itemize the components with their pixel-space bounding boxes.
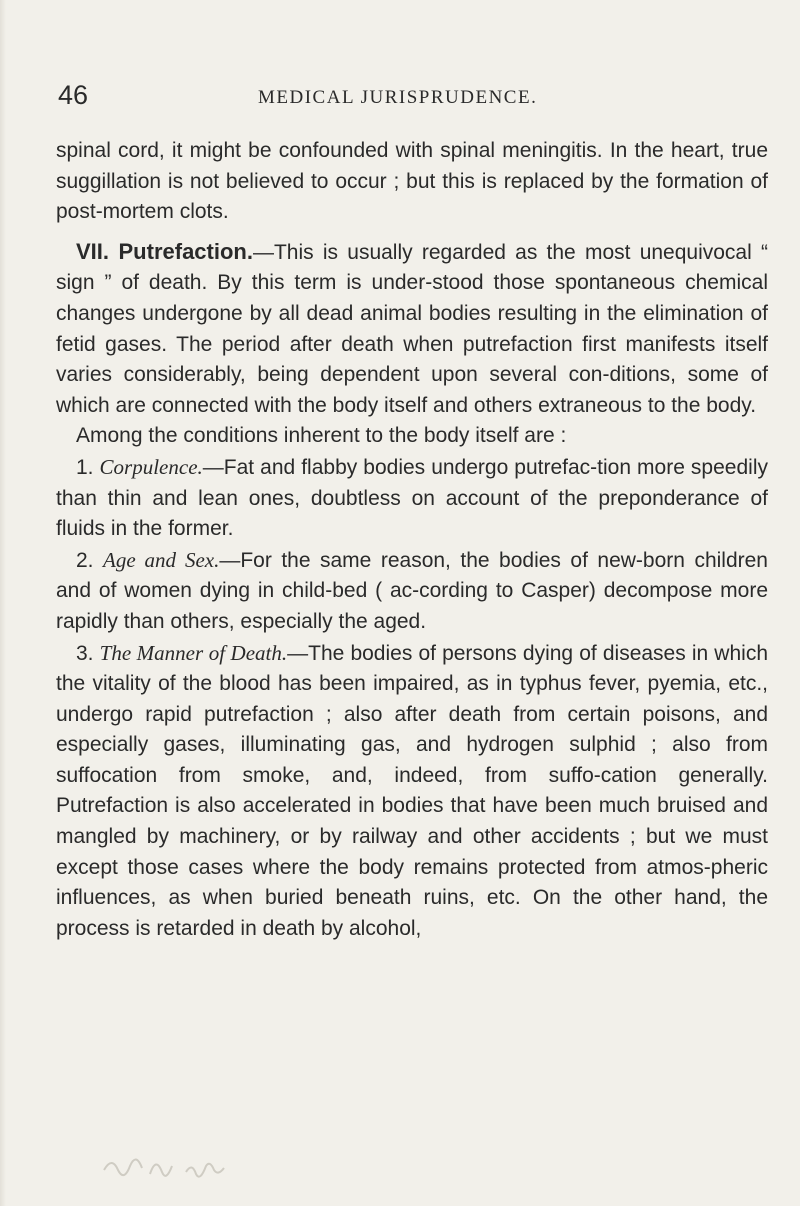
list-item-text: —For the same reason, the bodies of new-born children and of women dying in child-bed ( ac-cording to Casper) decompose more rapidly than others, especially the aged. bbox=[56, 548, 768, 633]
page-edge-shadow bbox=[0, 0, 6, 1206]
section-paragraph bbox=[56, 237, 768, 422]
list-item-number: 1. bbox=[76, 455, 100, 479]
paragraph: Among the conditions inherent to the body itself are : bbox=[76, 424, 567, 448]
list-item-number: 3. bbox=[76, 641, 100, 665]
list-item-title: Corpulence. bbox=[99, 454, 203, 479]
list-item-title: The Manner of Death. bbox=[99, 640, 288, 665]
list-item bbox=[56, 638, 768, 945]
section-text: —This is usually regarded as the most unequivocal “ sign ” of death. By this term is under-stood those spontaneous chemical changes undergone by all dead animal bodies resulting in the elimination of fetid gases. The period after death when putrefaction first manifests itself varies considerably, being dependent upon several con-ditions, some of which are connected with the body itself and others extraneous to the body. bbox=[56, 240, 768, 417]
paragraph: spinal cord, it might be confounded with spinal meningitis. In the heart, true suggillation is not believed to occur ; but this is replaced by the formation of post-mortem clots. bbox=[56, 139, 768, 224]
page-header bbox=[58, 80, 758, 114]
list-item-title: Age and Sex. bbox=[103, 547, 220, 572]
list-item-text: —Fat and flabby bodies undergo putrefac-tion more speedily than thin and lean ones, doubtless on account of the preponderance of fluids in the former. bbox=[56, 455, 768, 541]
list-item bbox=[56, 452, 768, 545]
body-text bbox=[56, 136, 768, 944]
running-head: MEDICAL JURISPRUDENCE. bbox=[258, 87, 538, 108]
list-item-text: —The bodies of persons dying of diseases in which the vitality of the blood has been impaired, as in typhus fever, pyemia, etc., undergo rapid putrefaction ; also after death from certain poisons, and especially gases, illuminating gas, and hydrogen sulphid ; also from suffocation from smoke, and, indeed, from suffo-cation generally. Putrefaction is also accelerated in bodies that have been much bruised and mangled by machinery, or by railway and other accidents ; but we must except those cases where the body remains protected from atmos-pheric influences, as when buried beneath ruins, etc. On the other hand, the process is retarded in death by alcohol, bbox=[56, 641, 768, 940]
faint-signature-mark bbox=[100, 1148, 260, 1188]
page-number: 46 bbox=[58, 80, 89, 110]
section-title: VII. Putrefaction. bbox=[76, 238, 253, 264]
list-item-number: 2. bbox=[76, 548, 103, 572]
list-item bbox=[56, 545, 768, 638]
